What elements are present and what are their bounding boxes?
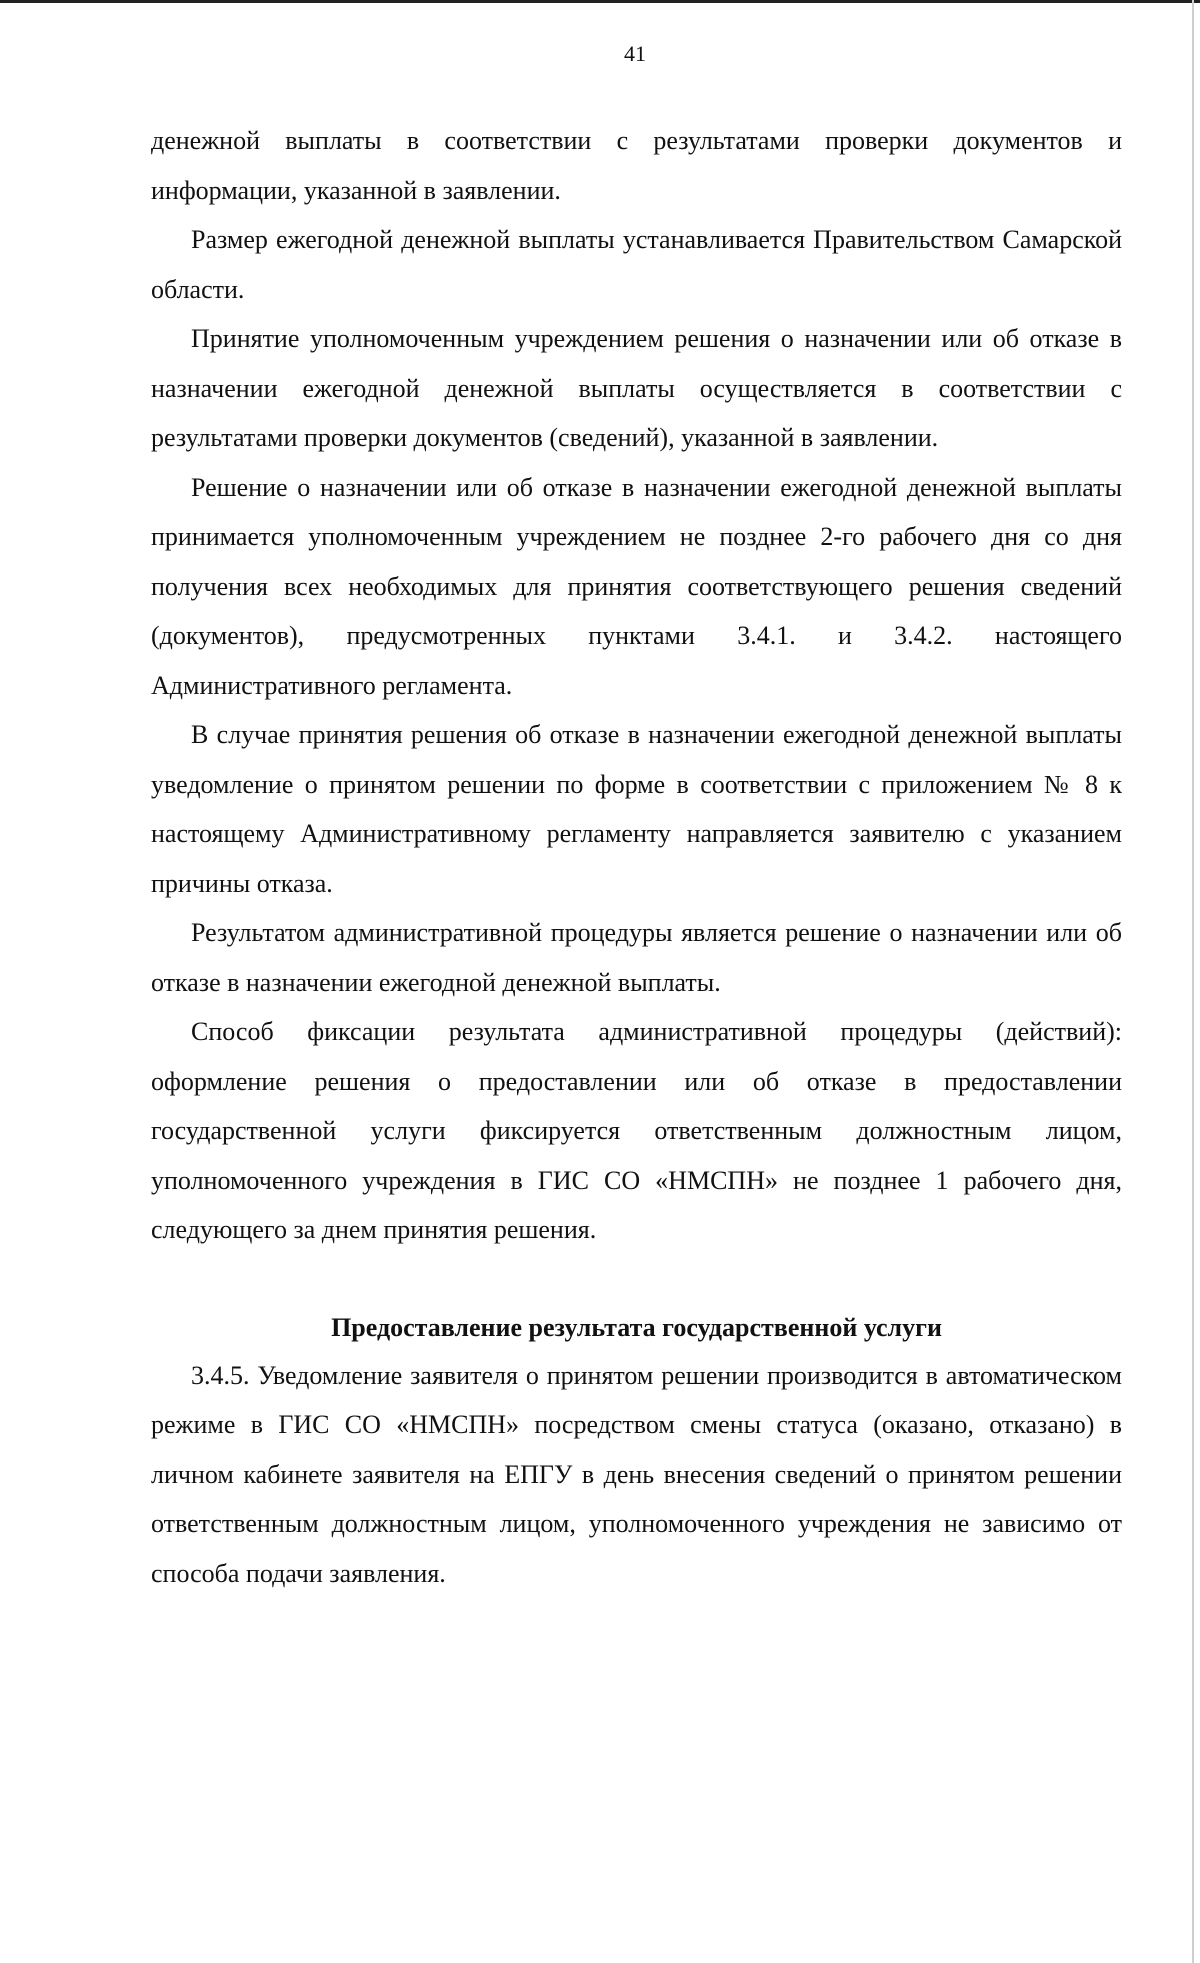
- paragraph-procedure-result: Результатом административной процедуры является решение о назначении или об отказе в назначении ежегодной денежной выплаты.: [151, 918, 1122, 997]
- page-right-edge: [1192, 0, 1194, 1963]
- paragraph-refusal-notice: В случае принятия решения об отказе в назначении ежегодной денежной выплаты уведомление о принятом решении по форме в соответствии с приложением № 8 к настоящему Административному регламенту направляется заявителю с указанием причины отказа.: [151, 720, 1122, 898]
- page-top-border: [0, 0, 1200, 3]
- section-heading: Предоставление результата государственной услуги: [331, 1312, 942, 1342]
- document-body: [151, 116, 1122, 1598]
- paragraph-payment-amount: Размер ежегодной денежной выплаты устанавливается Правительством Самарской области.: [151, 225, 1122, 304]
- paragraph-result-recording: Способ фиксации результата административной процедуры (действий): оформление решения о предоставлении или об отказе в предоставлении государственной услуги фиксируется ответственным должностным лицом, уполномоченного учреждения в ГИС СО «НМСПН» не позднее 1 рабочего дня, следующего за днем принятия решения.: [151, 1017, 1122, 1244]
- paragraph-decision-basis: Принятие уполномоченным учреждением решения о назначении или об отказе в назначении ежегодной денежной выплаты осуществляется в соответствии с результатами проверки документов (сведений), указанной в заявлении.: [151, 324, 1122, 452]
- paragraph-decision-deadline: Решение о назначении или об отказе в назначении ежегодной денежной выплаты принимается уполномоченным учреждением не позднее 2-го рабочего дня со дня получения всех необходимых для принятия соответствующего решения сведений (документов), предусмотренных пунктами 3.4.1. и 3.4.2. настоящего Административного регламента.: [151, 472, 1122, 700]
- paragraph-section-3-4-5: 3.4.5. Уведомление заявителя о принятом решении производится в автоматическом режиме в ГИС СО «НМСПН» посредством смены статуса (оказано, отказано) в личном кабинете заявителя на ЕПГУ в день внесения сведений о принятом решении ответственным должностным лицом, уполномоченного учреждения не зависимо от способа подачи заявления.: [151, 1360, 1122, 1588]
- page-number: 41: [624, 41, 646, 66]
- paragraph-continuation: денежной выплаты в соответствии с результатами проверки документов и информации, указанной в заявлении.: [151, 126, 1122, 205]
